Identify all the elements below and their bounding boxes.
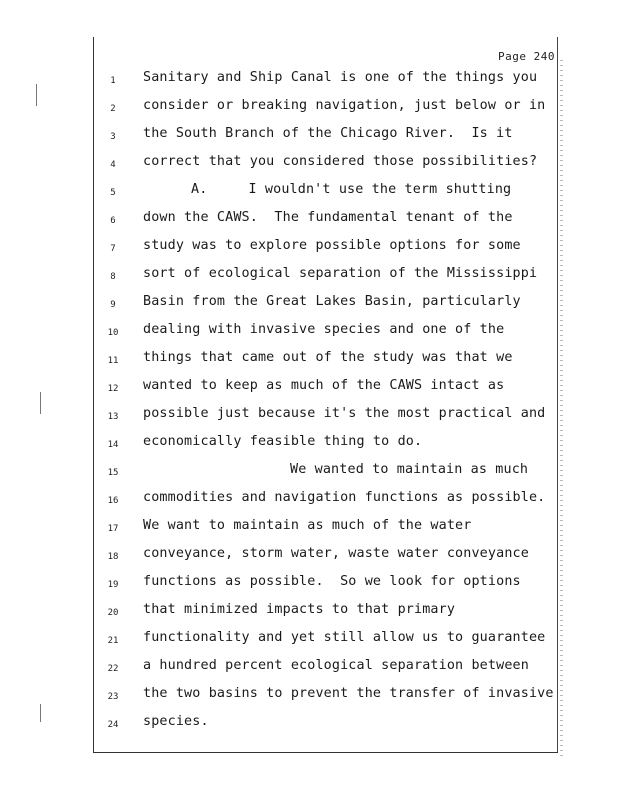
line-text: wanted to keep as much of the CAWS intact as [143,378,505,393]
line-number: 8 [110,272,116,282]
transcript-line [0,658,618,678]
transcript-line [0,350,618,370]
transcript-line [0,630,618,650]
transcript-line [0,322,618,342]
line-text: dealing with invasive species and one of the [143,322,505,337]
line-number: 9 [110,300,116,310]
line-text: economically feasible thing to do. [143,434,423,449]
line-number: 22 [107,664,119,674]
transcript-line [0,574,618,594]
line-number: 1 [110,76,116,86]
transcript-line [0,70,618,90]
line-text: the two basins to prevent the transfer of invasive [143,686,554,701]
transcript-line [0,294,618,314]
line-number: 20 [107,608,119,618]
transcript-line [0,210,618,230]
line-text: A. I wouldn't use the term shutting [191,182,512,197]
line-number: 24 [107,720,119,730]
line-number: 6 [110,216,116,226]
line-text: conveyance, storm water, waste water conveyance [143,546,529,561]
line-number: 12 [107,384,119,394]
line-text: possible just because it's the most practical and [143,406,546,421]
line-number: 16 [107,496,119,506]
transcript-line [0,462,618,482]
line-text: functions as possible. So we look for options [143,574,521,589]
transcript-line [0,714,618,734]
transcript-line [0,266,618,286]
line-number: 2 [110,104,116,114]
line-number: 11 [107,356,119,366]
transcript-line [0,182,618,202]
transcript-line [0,686,618,706]
line-number: 5 [110,188,116,198]
line-text: We wanted to maintain as much [290,462,529,477]
line-text: Sanitary and Ship Canal is one of the things you [143,70,538,85]
line-text: study was to explore possible options for some [143,238,521,253]
line-number: 15 [107,468,119,478]
line-number: 10 [107,328,119,338]
transcript-line [0,126,618,146]
line-number: 4 [110,160,116,170]
line-number: 19 [107,580,119,590]
page-number: Page 240 [498,50,555,63]
transcript-line [0,546,618,566]
transcript-line [0,434,618,454]
line-text: Basin from the Great Lakes Basin, particularly [143,294,521,309]
line-number: 23 [107,692,119,702]
line-text: species. [143,714,209,729]
line-number: 3 [110,132,116,142]
line-text: sort of ecological separation of the Mississippi [143,266,538,281]
line-text: functionality and yet still allow us to guarantee [143,630,546,645]
line-text: that minimized impacts to that primary [143,602,456,617]
transcript-line [0,154,618,174]
transcript-line [0,98,618,118]
line-number: 7 [110,244,116,254]
line-text: consider or breaking navigation, just below or in [143,98,546,113]
line-number: 13 [107,412,119,422]
line-text: commodities and navigation functions as possible. [143,490,546,505]
line-text: correct that you considered those possibilities? [143,154,538,169]
line-number: 21 [107,636,119,646]
transcript-line [0,602,618,622]
transcript-line [0,406,618,426]
line-number: 18 [107,552,119,562]
line-number: 17 [107,524,119,534]
transcript-line [0,378,618,398]
line-text: down the CAWS. The fundamental tenant of the [143,210,513,225]
line-text: We want to maintain as much of the water [143,518,472,533]
transcript-line [0,238,618,258]
line-text: things that came out of the study was that we [143,350,513,365]
line-text: a hundred percent ecological separation between [143,658,529,673]
transcript-line [0,518,618,538]
transcript-line [0,490,618,510]
line-number: 14 [107,440,119,450]
line-text: the South Branch of the Chicago River. Is it [143,126,513,141]
